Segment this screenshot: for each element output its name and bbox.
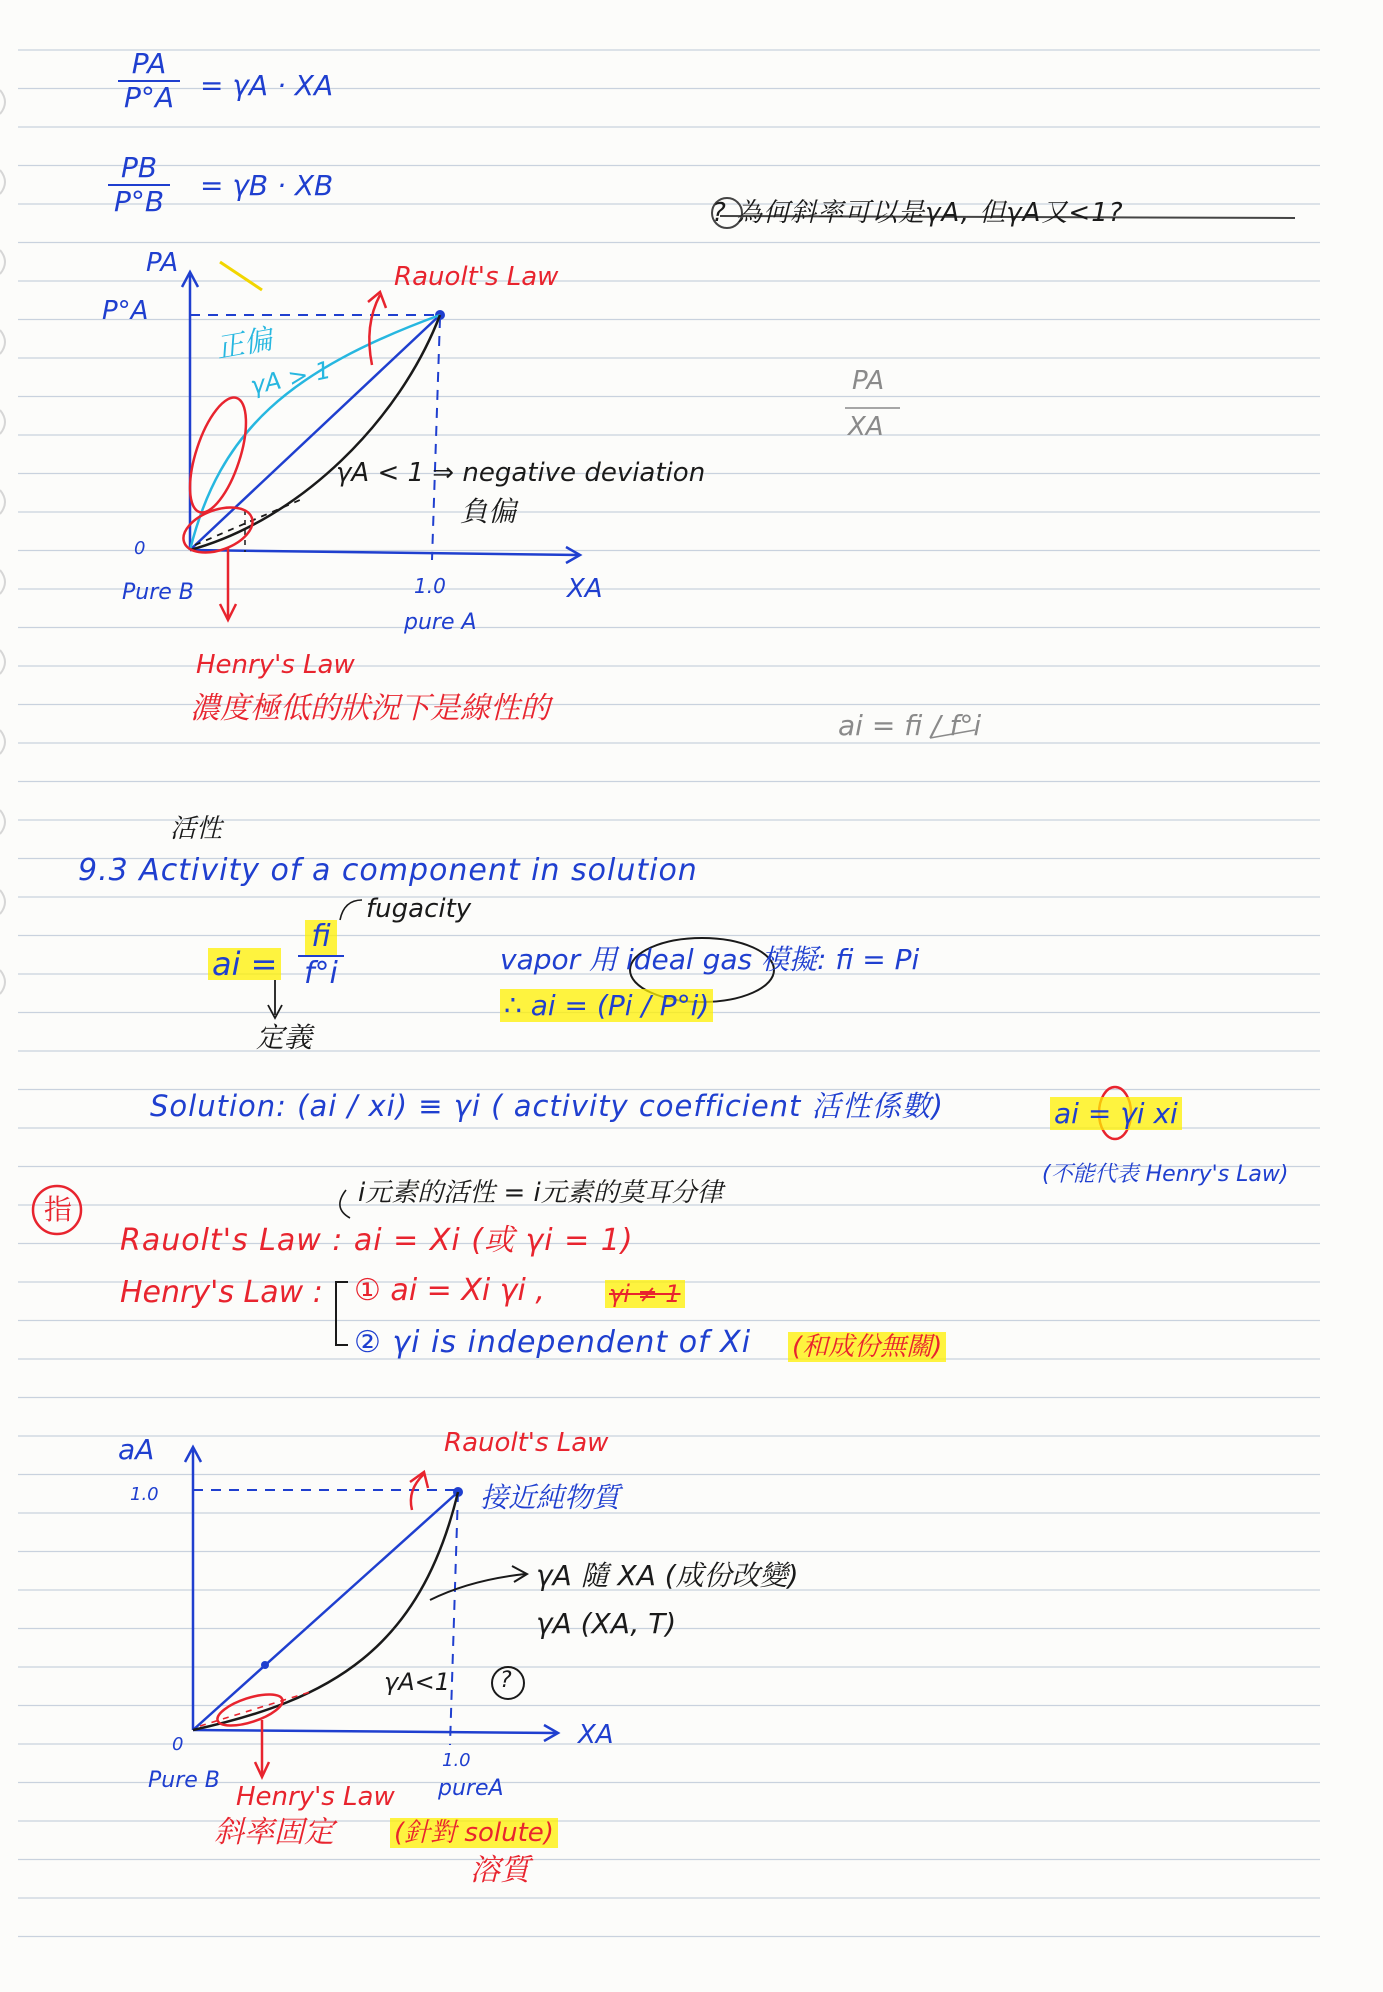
henry-law-item-2-note-text: (和成份無關) [788, 1332, 946, 1362]
g2-x-tick: 1.0 [442, 1750, 471, 1771]
eq-b-denominator: P°B [114, 185, 165, 219]
key-point-mark: 指 [44, 1193, 73, 1226]
g1-henry-label: Henry's Law [196, 650, 355, 680]
henry-law-item-2: ② γi is independent of Xi [354, 1325, 752, 1360]
g2-y-label: aA [118, 1433, 155, 1466]
solution-activity-line: Solution: (ai / xi) ≡ γi ( activity coefficient 活性係數) [150, 1089, 944, 1123]
therefore-ai [500, 989, 713, 1022]
g1-gamma-gt1: γA > 1 [247, 355, 334, 401]
g1-pure-b: Pure B [122, 580, 194, 605]
g1-x-label: XA [567, 574, 603, 604]
g2-raoult-label: Rauolt's Law [444, 1428, 609, 1458]
henry-law-item-1: ① ai = Xi γi , [354, 1273, 545, 1308]
ai-definition-lhs: ai = [208, 948, 281, 980]
graph1-plot [177, 262, 580, 620]
side-ai-note: ai = fi / f°i [838, 709, 982, 742]
definition-zh: 定義 [256, 1021, 313, 1054]
g1-negative-deviation-zh: 負偏 [460, 495, 517, 528]
g2-gamma-function: γA (XA, T) [536, 1607, 677, 1640]
eq-a-denominator: P°A [124, 81, 175, 115]
g2-near-pure: 接近純物質 [480, 1481, 621, 1514]
g2-solute-note-text: (針對 solute) [390, 1818, 558, 1848]
ai-def-denominator: f°i [304, 955, 338, 991]
raoult-law-row: Rauolt's Law : ai = Xi (或 γi = 1) [120, 1223, 634, 1258]
g2-pure-a: pureA [438, 1776, 504, 1801]
g2-gamma-lt1: γA<1 [384, 1668, 450, 1696]
g2-x-label: XA [578, 1720, 614, 1750]
eq-b-fraction [108, 152, 170, 218]
g1-henry-note: 濃度極低的狀況下是線性的 [190, 691, 550, 726]
side-frac-den: XA [848, 412, 884, 442]
g1-negative-deviation: γA < 1 ⇒ negative deviation [336, 458, 706, 488]
vapor-ideal-gas-line: vapor 用 ideal gas 模擬: fi = Pi [500, 943, 920, 976]
g1-pure-a: pure A [404, 610, 477, 635]
ai-def-numerator: fi [305, 920, 336, 955]
g1-x-tick: 1.0 [414, 574, 446, 598]
g2-henry-label: Henry's Law [236, 1782, 395, 1812]
henry-law-label: Henry's Law : [120, 1275, 323, 1310]
g2-slope-fixed: 斜率固定 [214, 1815, 334, 1850]
g1-raoult-label: Rauolt's Law [394, 262, 559, 292]
eq-a-rhs: = γA · XA [200, 69, 334, 102]
therefore-ai-text: ∴ ai = (Pi / P°i) [500, 989, 713, 1022]
section-label-zh: 活性 [170, 814, 223, 844]
eq-b-numerator: PB [121, 151, 158, 184]
eq-a-fraction [118, 48, 180, 114]
crossed-question-note: ? 為何斜率可以是γA, 但γA又<1? [712, 198, 1124, 228]
g1-y-label: PA [146, 248, 179, 278]
eq-b-rhs: = γB · XB [200, 169, 334, 202]
g2-origin: 0 [172, 1734, 184, 1755]
eq-a-numerator: PA [131, 47, 167, 80]
g2-pure-b: Pure B [148, 1768, 220, 1793]
side-frac-num: PA [852, 366, 885, 396]
g1-positive-deviation: 正偏 [213, 322, 275, 365]
g2-gamma-varies: γA 隨 XA (成份改變) [536, 1559, 799, 1592]
henry-law-item-1-crossed [605, 1282, 685, 1306]
g2-question-mark: ? [500, 1668, 512, 1693]
i-element-note: i元素的活性 = i元素的莫耳分律 [358, 1178, 723, 1208]
g2-y-tick: 1.0 [130, 1484, 159, 1505]
ai-gamma-xi [1050, 1097, 1182, 1130]
g2-solute-note [390, 1820, 558, 1846]
section-title: 9.3 Activity of a component in solution [78, 853, 698, 888]
not-henry-note: (不能代表 Henry's Law) [1042, 1162, 1289, 1187]
henry-law-item-2-note [788, 1334, 946, 1360]
henry-law-item-1-crossed-text: γi ≠ 1 [605, 1280, 685, 1308]
g2-solute-zh: 溶質 [470, 1853, 530, 1888]
g1-origin: 0 [134, 538, 146, 559]
ai-definition-fraction [298, 920, 344, 991]
ai-gamma-xi-text: ai = γi xi [1050, 1097, 1182, 1130]
g1-y-tick: P°A [102, 296, 149, 326]
fugacity-note: fugacity [366, 894, 472, 924]
